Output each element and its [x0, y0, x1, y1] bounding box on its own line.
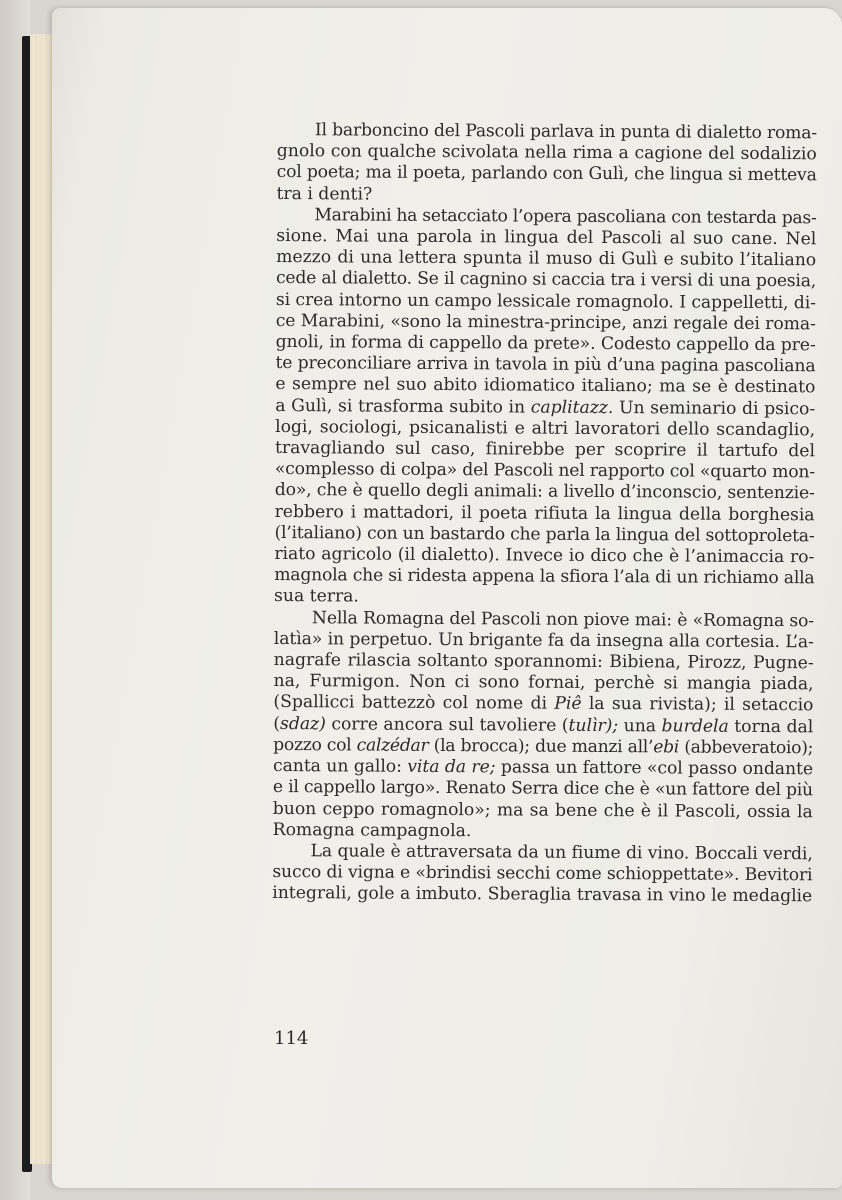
text-segment: canta un gallo:: [272, 756, 408, 777]
italic-text: Piê: [554, 694, 582, 715]
text-segment: (: [273, 713, 281, 734]
text-segment: (la brocca); due manzi all’: [428, 735, 654, 758]
text-segment: e il cappello largo». Renato Serra dice che è «un fattore del più: [272, 777, 813, 801]
text-segment: col poeta; ma il poeta, parlando con Gulì, che lingua si metteva: [276, 162, 817, 186]
text-segment: La quale è attraversata da un fiume di vino. Boccali verdi,: [310, 841, 813, 865]
italic-text: ebi: [653, 737, 680, 758]
text-line: [272, 883, 812, 908]
text-segment: Nella Romagna del Pascoli non piove mai: è «Romagna so-: [311, 607, 815, 631]
text-segment: «complesso di colpa» del Pascoli nel rapporto col «quarto mon-: [274, 459, 815, 483]
text-segment: rebbero i mattadori, il poeta rifiuta la lingua della borghesia: [274, 501, 815, 525]
text-segment: pozzo col: [273, 734, 357, 756]
text-segment: ce Marabini, «sono la minestra-principe, anzi regale dei roma-: [275, 310, 816, 335]
text-segment: una: [618, 715, 662, 737]
italic-text: caplitazz.: [530, 397, 614, 418]
text-segment: na, Furmigon. Non ci sono fornai, perchè si mangia piada,: [273, 671, 814, 695]
text-segment: sua terra.: [274, 586, 359, 607]
page-number: 114: [274, 1028, 309, 1049]
text-segment: sione. Mai una parola in lingua del Pascoli al suo cane. Nel: [276, 226, 817, 250]
text-segment: tra i denti?: [276, 183, 373, 205]
text-segment: e sempre nel suo abito idiomatico italiano; ma se è destinato: [275, 374, 816, 398]
text-segment: cede al dialetto. Se il cagnino si caccia tra i versi di una poesia,: [275, 268, 817, 292]
italic-text: tulìr);: [568, 715, 619, 736]
text-segment: (Spallicci battezzò col nome di: [273, 692, 555, 715]
text-segment: si crea intorno un campo lessicale romagnolo. I cappelletti, di-: [275, 289, 816, 313]
text-segment: buon ceppo romagnolo»; ma sa bene che è il Pascoli, ossia la: [272, 798, 813, 822]
text-segment: nagrafe rilascia soltanto sporannomi: Bibiena, Pirozz, Pugne-: [273, 650, 814, 674]
text-segment: travagliando sul caso, finirebbe per scoprire il tartufo del: [274, 438, 816, 462]
paragraph: [272, 841, 812, 908]
text-segment: integrali, gole a imbuto. Sberaglia travasa in vino le medaglie: [272, 883, 813, 907]
text-segment: Marabini ha setacciato l’opera pascoliana con testarda pas-: [314, 205, 817, 229]
text-segment: torna dal: [728, 716, 814, 737]
italic-text: calzédar: [356, 735, 429, 756]
text-segment: magnola che si ridesta appena la sfiora l’ala di un richiamo alla: [274, 565, 815, 589]
text-segment: passa un fattore «col passo ondante: [495, 757, 814, 780]
text-segment: Il barboncino del Pascoli parlava in punta di dialetto roma-: [314, 120, 817, 144]
italic-text: sdaz): [279, 713, 326, 734]
text-segment: te preconciliare arriva in tavola in più d’una pagina pascoliana: [275, 353, 816, 377]
text-segment: (l’italiano) con un bastardo che parla la lingua del sottoproleta-: [274, 522, 815, 547]
text-segment: latìa» in perpetuo. Un brigante fa da insegna alla cortesia. L’a-: [273, 628, 814, 653]
body-text: [272, 120, 817, 908]
italic-text: vita da re;: [407, 756, 496, 778]
text-segment: logi, sociologi, psicanalisti e altri lavoratori dello scandaglio,: [275, 416, 816, 441]
text-segment: corre ancora sul tavoliere (: [325, 713, 569, 736]
text-segment: a Gulì, si trasforma subito in: [275, 395, 531, 418]
text-segment: do», che è quello degli animali: a livello d’inconscio, sentenzie-: [274, 480, 815, 504]
italic-text: burdela: [661, 716, 729, 737]
text-segment: gnolo con qualche scivolata nella rima a cagione del sodalizio: [276, 141, 817, 165]
paragraph: [276, 120, 817, 208]
text-segment: la sua rivista); il setaccio: [581, 694, 814, 716]
text-segment: Un seminario di psico-: [613, 397, 816, 419]
paragraph: [273, 608, 814, 845]
text-segment: (abbeveratoio);: [679, 737, 814, 759]
text-segment: succo di vigna e «brindisi secchi come schioppettate». Bevitori: [272, 862, 813, 886]
book-page: [52, 8, 842, 1188]
text-segment: mezzo di una lettera spunta il muso di Gulì e subito l’italiano: [276, 247, 817, 271]
text-segment: Romagna campagnola.: [272, 819, 472, 841]
text-segment: riato agricolo (il dialetto). Invece io dico che è l’animaccia ro-: [274, 544, 815, 568]
text-segment: gnoli, in forma di cappello da prete». Codesto cappello da pre-: [275, 332, 816, 356]
paragraph: [274, 205, 816, 611]
